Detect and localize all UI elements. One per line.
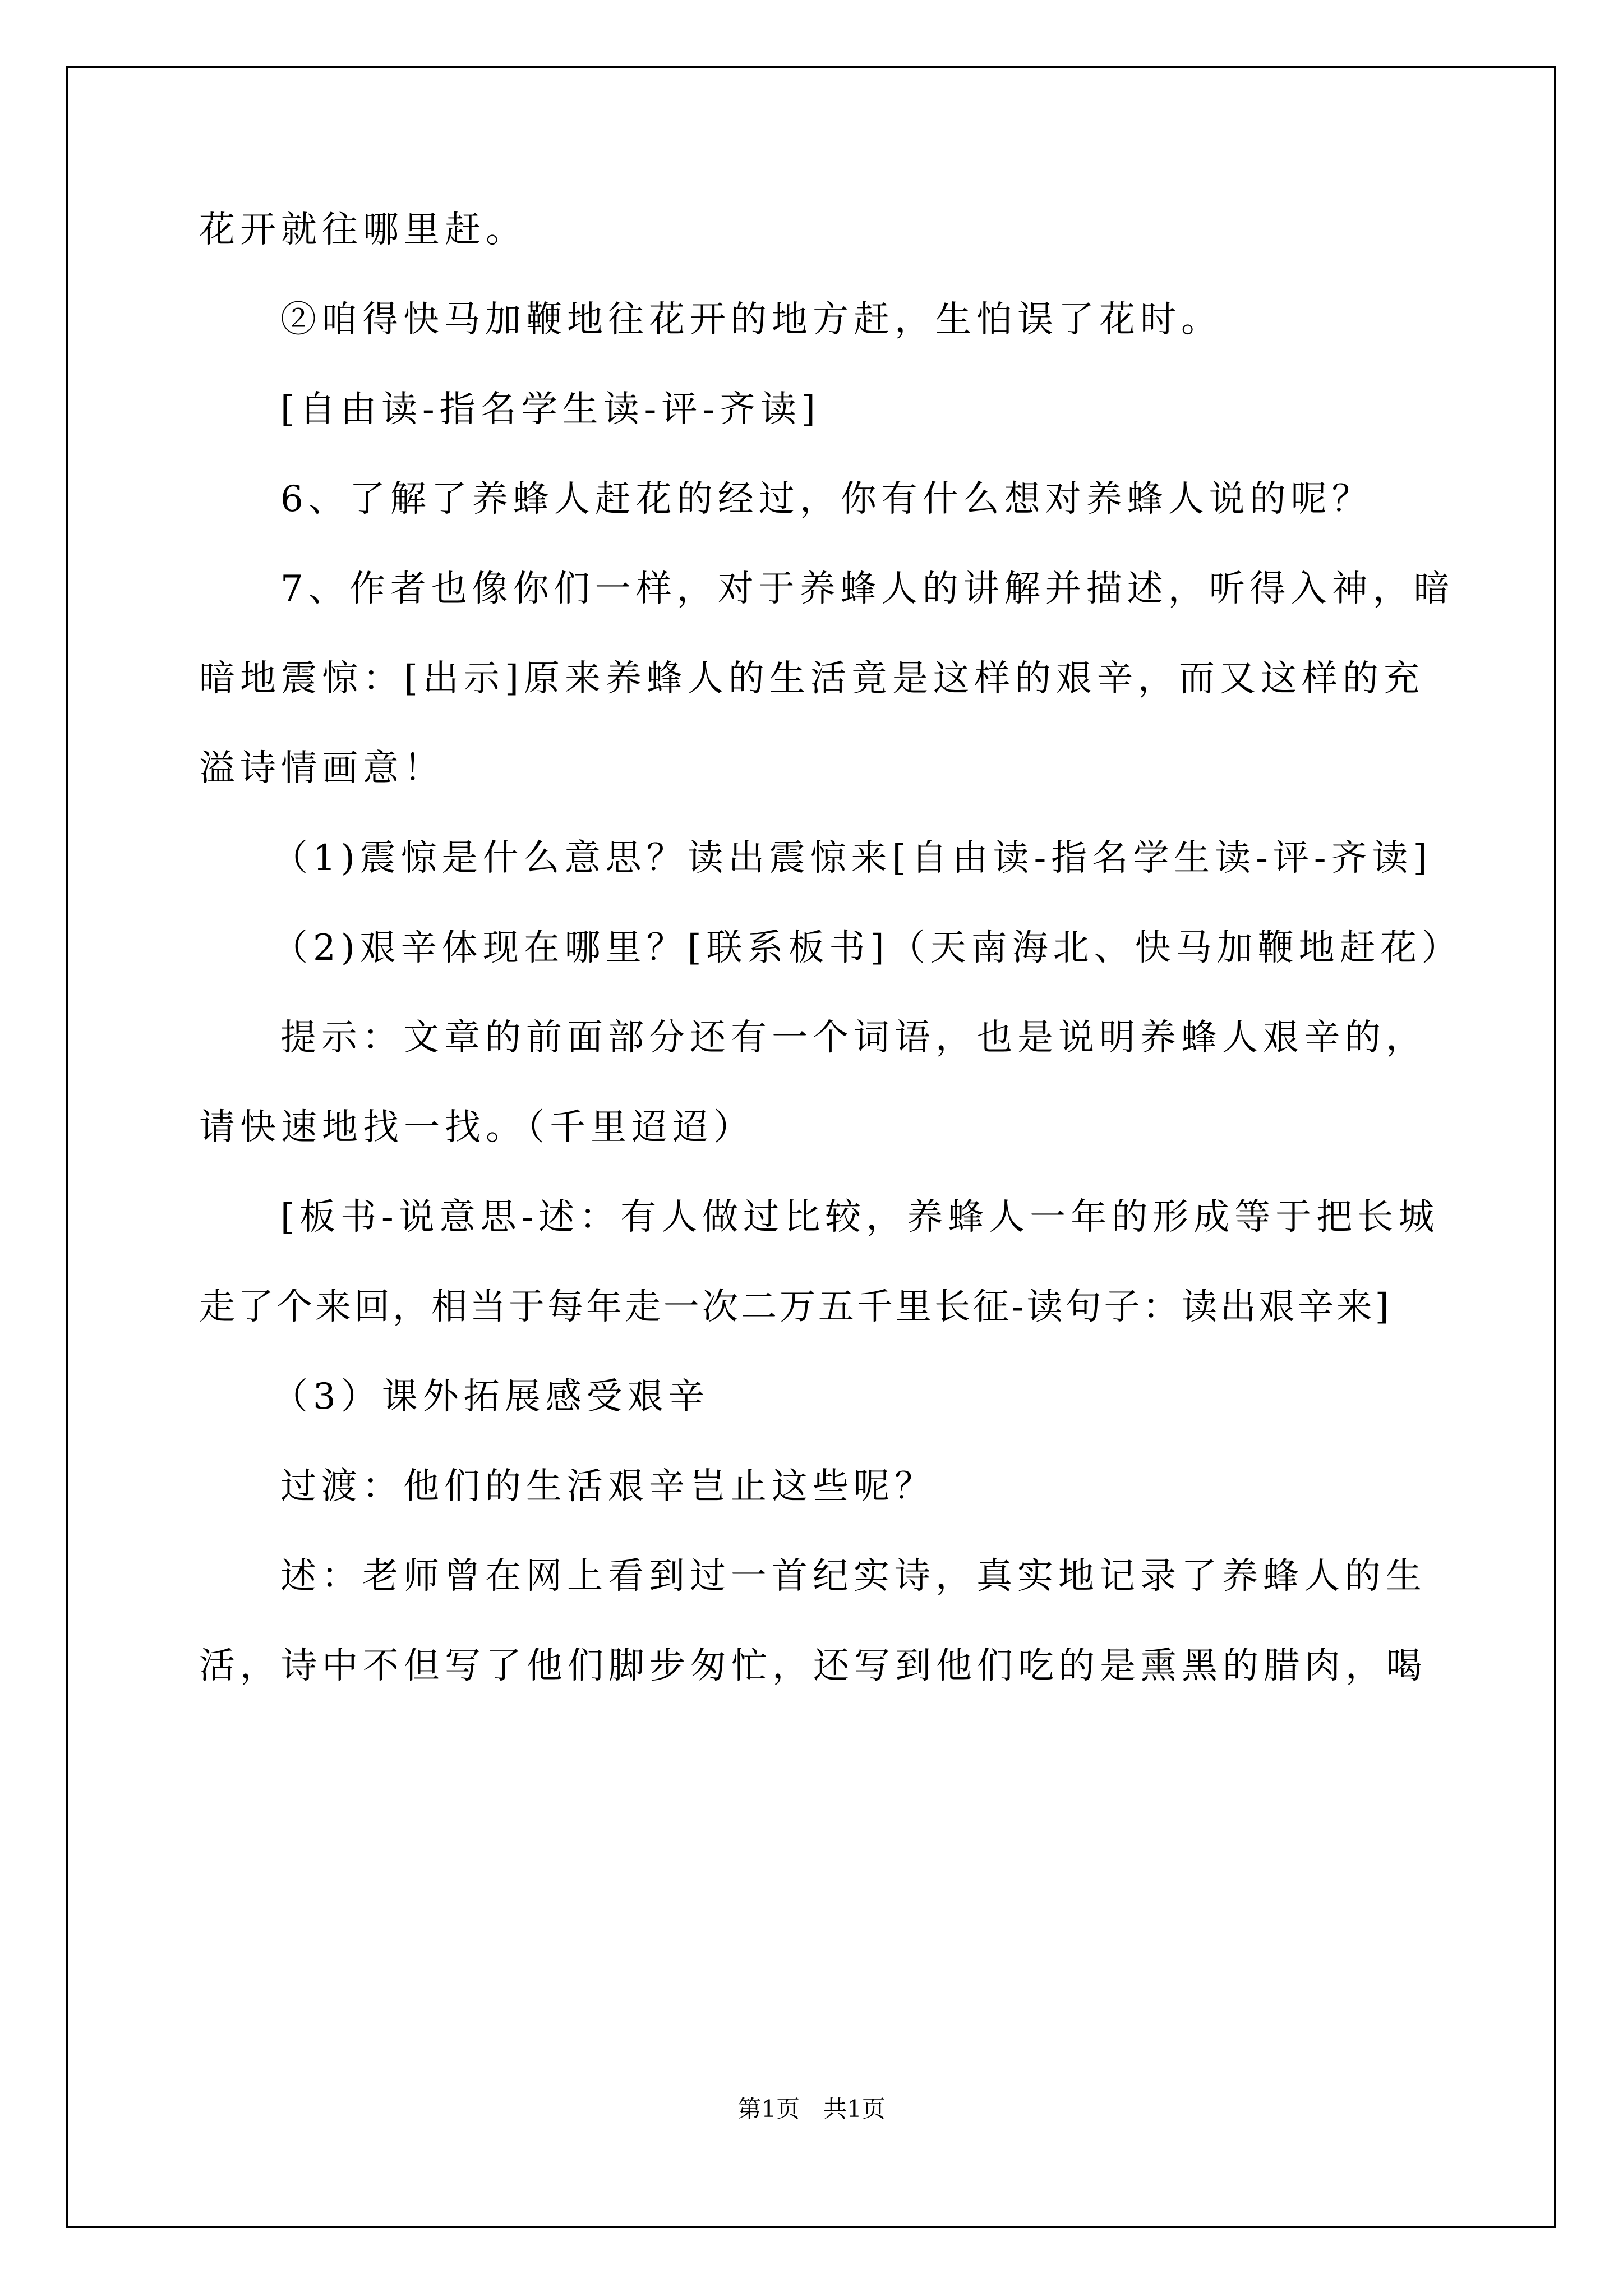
text-line: 花开就往哪里赶。	[199, 209, 527, 251]
text-line: （3）课外拓展感受艰辛	[272, 1376, 709, 1418]
text-line: 请快速地找一找。（千里迢迢）	[199, 1107, 754, 1148]
text-line: 溢诗情画意！	[199, 748, 445, 789]
text-line: 活，诗中不但写了他们脚步匆忙，还写到他们吃的是熏黑的腊肉，喝	[199, 1645, 1427, 1687]
text-line: [自由读-指名学生读-评-齐读]	[280, 389, 820, 430]
text-line: 述：老师曾在网上看到过一首纪实诗，真实地记录了养蜂人的生	[280, 1556, 1427, 1597]
text-line: （1)震惊是什么意思？读出震惊来[自由读-指名学生读-评-齐读]	[272, 838, 1432, 879]
page-footer: 第1页 共1页	[737, 2095, 886, 2123]
text-line: [板书-说意思-述：有人做过比较，养蜂人一年的形成等于把长城	[280, 1197, 1440, 1238]
text-line: 暗地震惊：[出示]原来养蜂人的生活竟是这样的艰辛，而又这样的充	[199, 658, 1424, 700]
text-line: （2)艰辛体现在哪里？[联系板书]（天南海北、快马加鞭地赶花）	[272, 927, 1463, 969]
text-line: ②咱得快马加鞭地往花开的地方赶，生怕误了花时。	[280, 299, 1222, 341]
text-line: 走了个来回，相当于每年走一次二万五千里长征-读句子：读出艰辛来]	[199, 1286, 1392, 1328]
text-line: 过渡：他们的生活艰辛岂止这些呢？	[280, 1466, 935, 1507]
text-line: 6、了解了养蜂人赶花的经过，你有什么想对养蜂人说的呢？	[280, 478, 1373, 520]
text-line: 7、作者也像你们一样，对于养蜂人的讲解并描述，听得入神，暗	[280, 568, 1455, 610]
text-line: 提示：文章的前面部分还有一个词语，也是说明养蜂人艰辛的，	[280, 1017, 1427, 1059]
